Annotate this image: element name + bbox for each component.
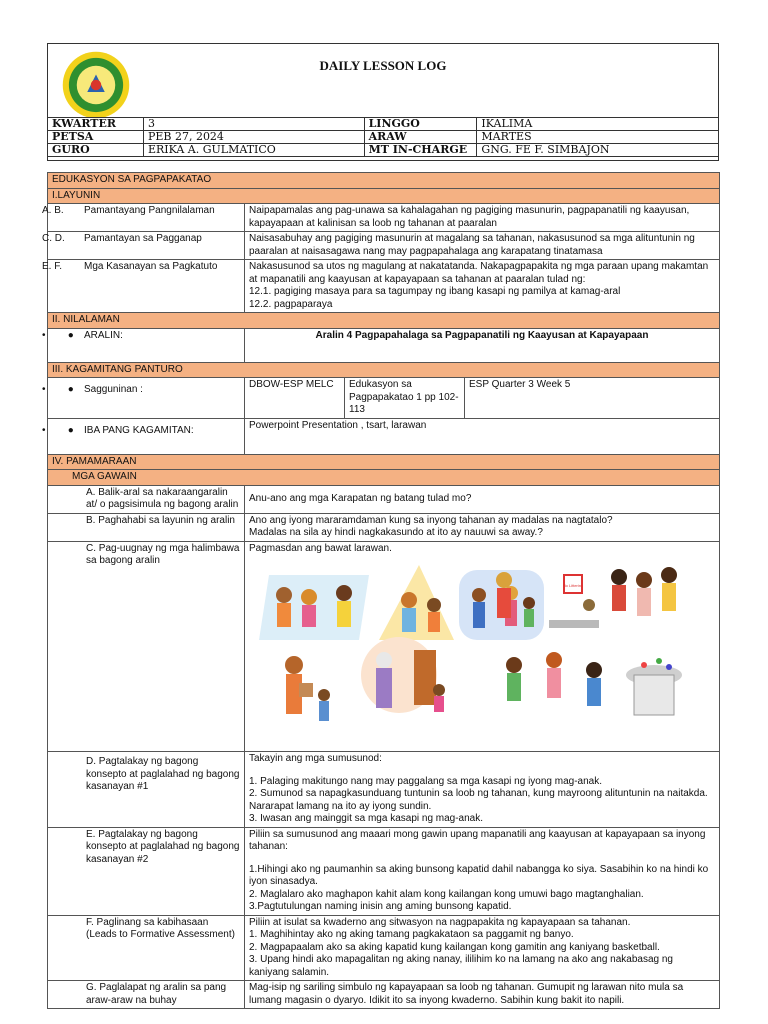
pamamaraan-heading: IV. PAMAMARAAN (48, 454, 720, 470)
activity-line: 2. Magpapaalam ako sa aking kapatid kung kailangan kong gamitin ang kaniyang basketball. (249, 941, 660, 953)
activity-label: D. Pagtalakay ng bagong konsepto at paglalahad ng bagong kasanayan #1 (48, 752, 245, 828)
lesson-table (42, 172, 720, 1009)
trash-bin-image (626, 658, 682, 715)
section-row (48, 454, 720, 470)
objective-label-text: Pamantayang Pangnilalaman (84, 205, 215, 216)
activity-line: 3. Iwasan ang mainggit sa mga kasapi ng mag-anak. (249, 813, 484, 824)
layunin-heading: I.LAYUNIN (48, 188, 720, 204)
info-value: IKALIMA (477, 118, 719, 131)
bullet-icon: • ● (42, 384, 74, 395)
bullet-icon: • ● (42, 329, 74, 341)
activity-text (245, 513, 720, 541)
activity-line: 3. Upang hindi ako mapagalitan ng aking nanay, ililihim ko na lamang na ako ang nakabasag ng kaniyang salamin. (249, 954, 673, 978)
activity-text: Mag-isip ng sariling simbulo ng kapayapaan sa loob ng tahanan. Gumupit ng larawan nito mula sa lumang magasin o dyaryo. Idikit ito sa inyong kwaderno. Sabihin kung bakit ito napili. (245, 981, 720, 1009)
activity-line: Pagmasdan ang bawat larawan. (249, 542, 392, 554)
activity-label: B. Paghahabi sa layunin ng aralin (48, 513, 245, 541)
iba-label (42, 418, 245, 454)
bullet-icon: • ● (42, 424, 74, 436)
info-key: GURO (48, 144, 144, 157)
activity-line: 3.Pagtutulungan naming inisin ang aming bunsong kapatid. (249, 901, 512, 912)
objective-intro: Nakasusunod sa utos ng magulang at nakatatanda. Nakapagpapakita ng mga paraan upang makamtan at mapanatili ang kaayusan at kapayapaan sa tahanan at paaralan tulad ng: (249, 261, 709, 285)
objective-row (48, 260, 720, 313)
info-value: ERIKA A. GULMATICO (143, 144, 364, 157)
info-key: LINGGO (364, 118, 477, 131)
objective-row (48, 232, 720, 260)
grandmother-door-image (361, 637, 445, 713)
subject-heading: EDUKASYON SA PAGPAPAKATAO (48, 173, 720, 189)
family-scene-image (379, 565, 454, 640)
sanggunian-label-text: Sagguninan : (84, 384, 143, 395)
family-illustrations (249, 555, 699, 750)
activity-text (245, 827, 720, 915)
info-key: KWARTER (48, 118, 144, 131)
objective-number: C. D. (42, 233, 65, 244)
objective-label (42, 260, 245, 313)
activity-text (245, 752, 720, 828)
activity-row (48, 752, 720, 828)
info-value: PEB 27, 2024 (143, 131, 364, 144)
nilalaman-heading: II. NILALAMAN (48, 313, 720, 329)
objective-label (42, 232, 245, 260)
activity-line: 1. Maghihintay ako ng aking tamang pagkakataon sa paggamit ng banyo. (249, 929, 574, 940)
section-row (48, 313, 720, 329)
activity-line: Ano ang iyong mararamdaman kung sa inyong tahanan ay madalas na nagtatalo? (249, 514, 613, 526)
objective-number: A. B. (42, 205, 64, 216)
objective-text: Naipapamalas ang pag-unawa sa kahalagahan ng pagiging masunurin, pagpapanatili ng kaayusan, kapayapaan at kalinisan sa loob ng tahanan at paaralan (245, 204, 720, 232)
activity-row (48, 915, 720, 981)
activity-label: E. Pagtalakay ng bagong konsepto at paglalahad ng bagong kasanayan #2 (48, 827, 245, 915)
section-row (48, 188, 720, 204)
info-value: GNG. FE F. SIMBAJON (477, 144, 719, 157)
section-row (48, 173, 720, 189)
aralin-text: Aralin 4 Pagpapahalaga sa Pagpapanatili ng Kaayusan at Kapayapaan (245, 328, 720, 362)
activity-line: 1. Palaging makitungo nang may paggalang sa mga kasapi ng iyong mag-anak. (249, 775, 603, 787)
no-littering-sign: No Littering (562, 583, 584, 588)
activity-line: Piliin sa sumusunod ang maaari mong gawin upang mapanatili ang kaayusan at kapayapaan sa inyong tahanan: (249, 828, 706, 852)
activity-row (48, 827, 720, 915)
section-row (48, 470, 720, 486)
info-key: MT IN-CHARGE (364, 144, 477, 157)
activity-line: Takayin ang mga sumusunod: (249, 753, 382, 764)
aralin-label (42, 328, 245, 362)
activity-text: Anu-ano ang mga Karapatan ng batang tulad mo? (245, 485, 720, 513)
activity-line: Piliin at isulat sa kwaderno ang sitwasyon na nagpapakita ng kapayapaan sa tahanan. (249, 916, 631, 928)
reference-text: Edukasyon sa Pagpapakatao 1 pp 102-113 (349, 379, 459, 415)
objective-number: E. F. (42, 261, 63, 272)
aralin-row (48, 328, 720, 362)
illustration-panel (249, 555, 715, 750)
iba-label-text: IBA PANG KAGAMITAN: (84, 424, 194, 436)
objective-item: 12.1. pagiging masaya para sa tagumpay ng ibang kasapi ng pamilya at kamag-aral (249, 286, 621, 297)
section-row (48, 362, 720, 378)
activity-line: 2. Sumunod sa napagkasunduang tuntunin sa loob ng tahanan, kung mayroong alituntunin na naitakda. Nararapat lamang na ito ay iyong sundin. (249, 788, 708, 812)
activity-line: Madalas na sila ay hindi nagkakasundo at ito ay nauuwi sa away.? (249, 527, 543, 538)
iba-row (48, 418, 720, 454)
info-row (48, 131, 719, 144)
objective-text (245, 260, 720, 313)
reference-cell: ESP Quarter 3 Week 5 (465, 378, 720, 419)
sanggunian-row (48, 378, 720, 419)
children-group-image (611, 567, 677, 616)
reference-cell (345, 378, 465, 419)
activity-line: 1.Hihingi ako ng paumanhin sa aking bunsong kapatid dahil nabangga ko siya. Sasabihin ko na hindi ko iyon sinasadya. (249, 863, 709, 887)
reference-cell: DBOW-ESP MELC (245, 378, 345, 419)
family-scene-image (259, 575, 369, 640)
mother-child-image (285, 656, 330, 721)
objective-label (42, 204, 245, 232)
info-value: MARTES (477, 131, 719, 144)
objective-label-text: Mga Kasanayan sa Pagkatuto (84, 261, 218, 272)
objective-row (48, 204, 720, 232)
objective-label-text: Pamantayan sa Pagganap (84, 233, 202, 244)
info-key: ARAW (364, 131, 477, 144)
page-title: DAILY LESSON LOG (319, 58, 447, 73)
info-row (48, 144, 719, 157)
gawain-heading: MGA GAWAIN (48, 470, 720, 486)
objective-text: Naisasabuhay ang pagiging masunurin at magalang sa tahanan, nakasusunod sa mga alituntunin ng paaralan at naisasagawa nang may pagpapahalaga ang karapatang tinatamasa (245, 232, 720, 260)
children-playing-image (506, 652, 602, 706)
activity-row (48, 541, 720, 752)
activity-text (245, 915, 720, 981)
activity-label: F. Paglinang sa kabihasaan (Leads to Formative Assessment) (48, 915, 245, 981)
activity-line: 2. Maglalaro ako maghapon kahit alam kong kailangan kong umuwi bago magtanghalian. (249, 888, 644, 900)
activity-row (48, 485, 720, 513)
activity-text (245, 541, 720, 752)
iba-text: Powerpoint Presentation , tsart, larawan (245, 418, 720, 454)
activity-label: A. Balik-aral sa nakaraangaralin at/ o pagsisimula ng bagong aralin (48, 485, 245, 513)
info-table (47, 117, 719, 157)
sanggunian-label (42, 378, 245, 419)
kagamitan-heading: III. KAGAMITANG PANTURO (48, 362, 720, 378)
activity-label: G. Paglalapat ng aralin sa pang araw-araw na buhay (48, 981, 245, 1009)
aralin-label-text: ARALIN: (84, 329, 123, 341)
activity-row (48, 513, 720, 541)
activity-label: C. Pag-uugnay ng mga halimbawa sa bagong aralin (48, 541, 245, 752)
info-row (48, 118, 719, 131)
info-key: PETSA (48, 131, 144, 144)
info-value: 3 (143, 118, 364, 131)
objective-item: 12.2. pagpaparaya (249, 298, 333, 310)
activity-row (48, 981, 720, 1009)
